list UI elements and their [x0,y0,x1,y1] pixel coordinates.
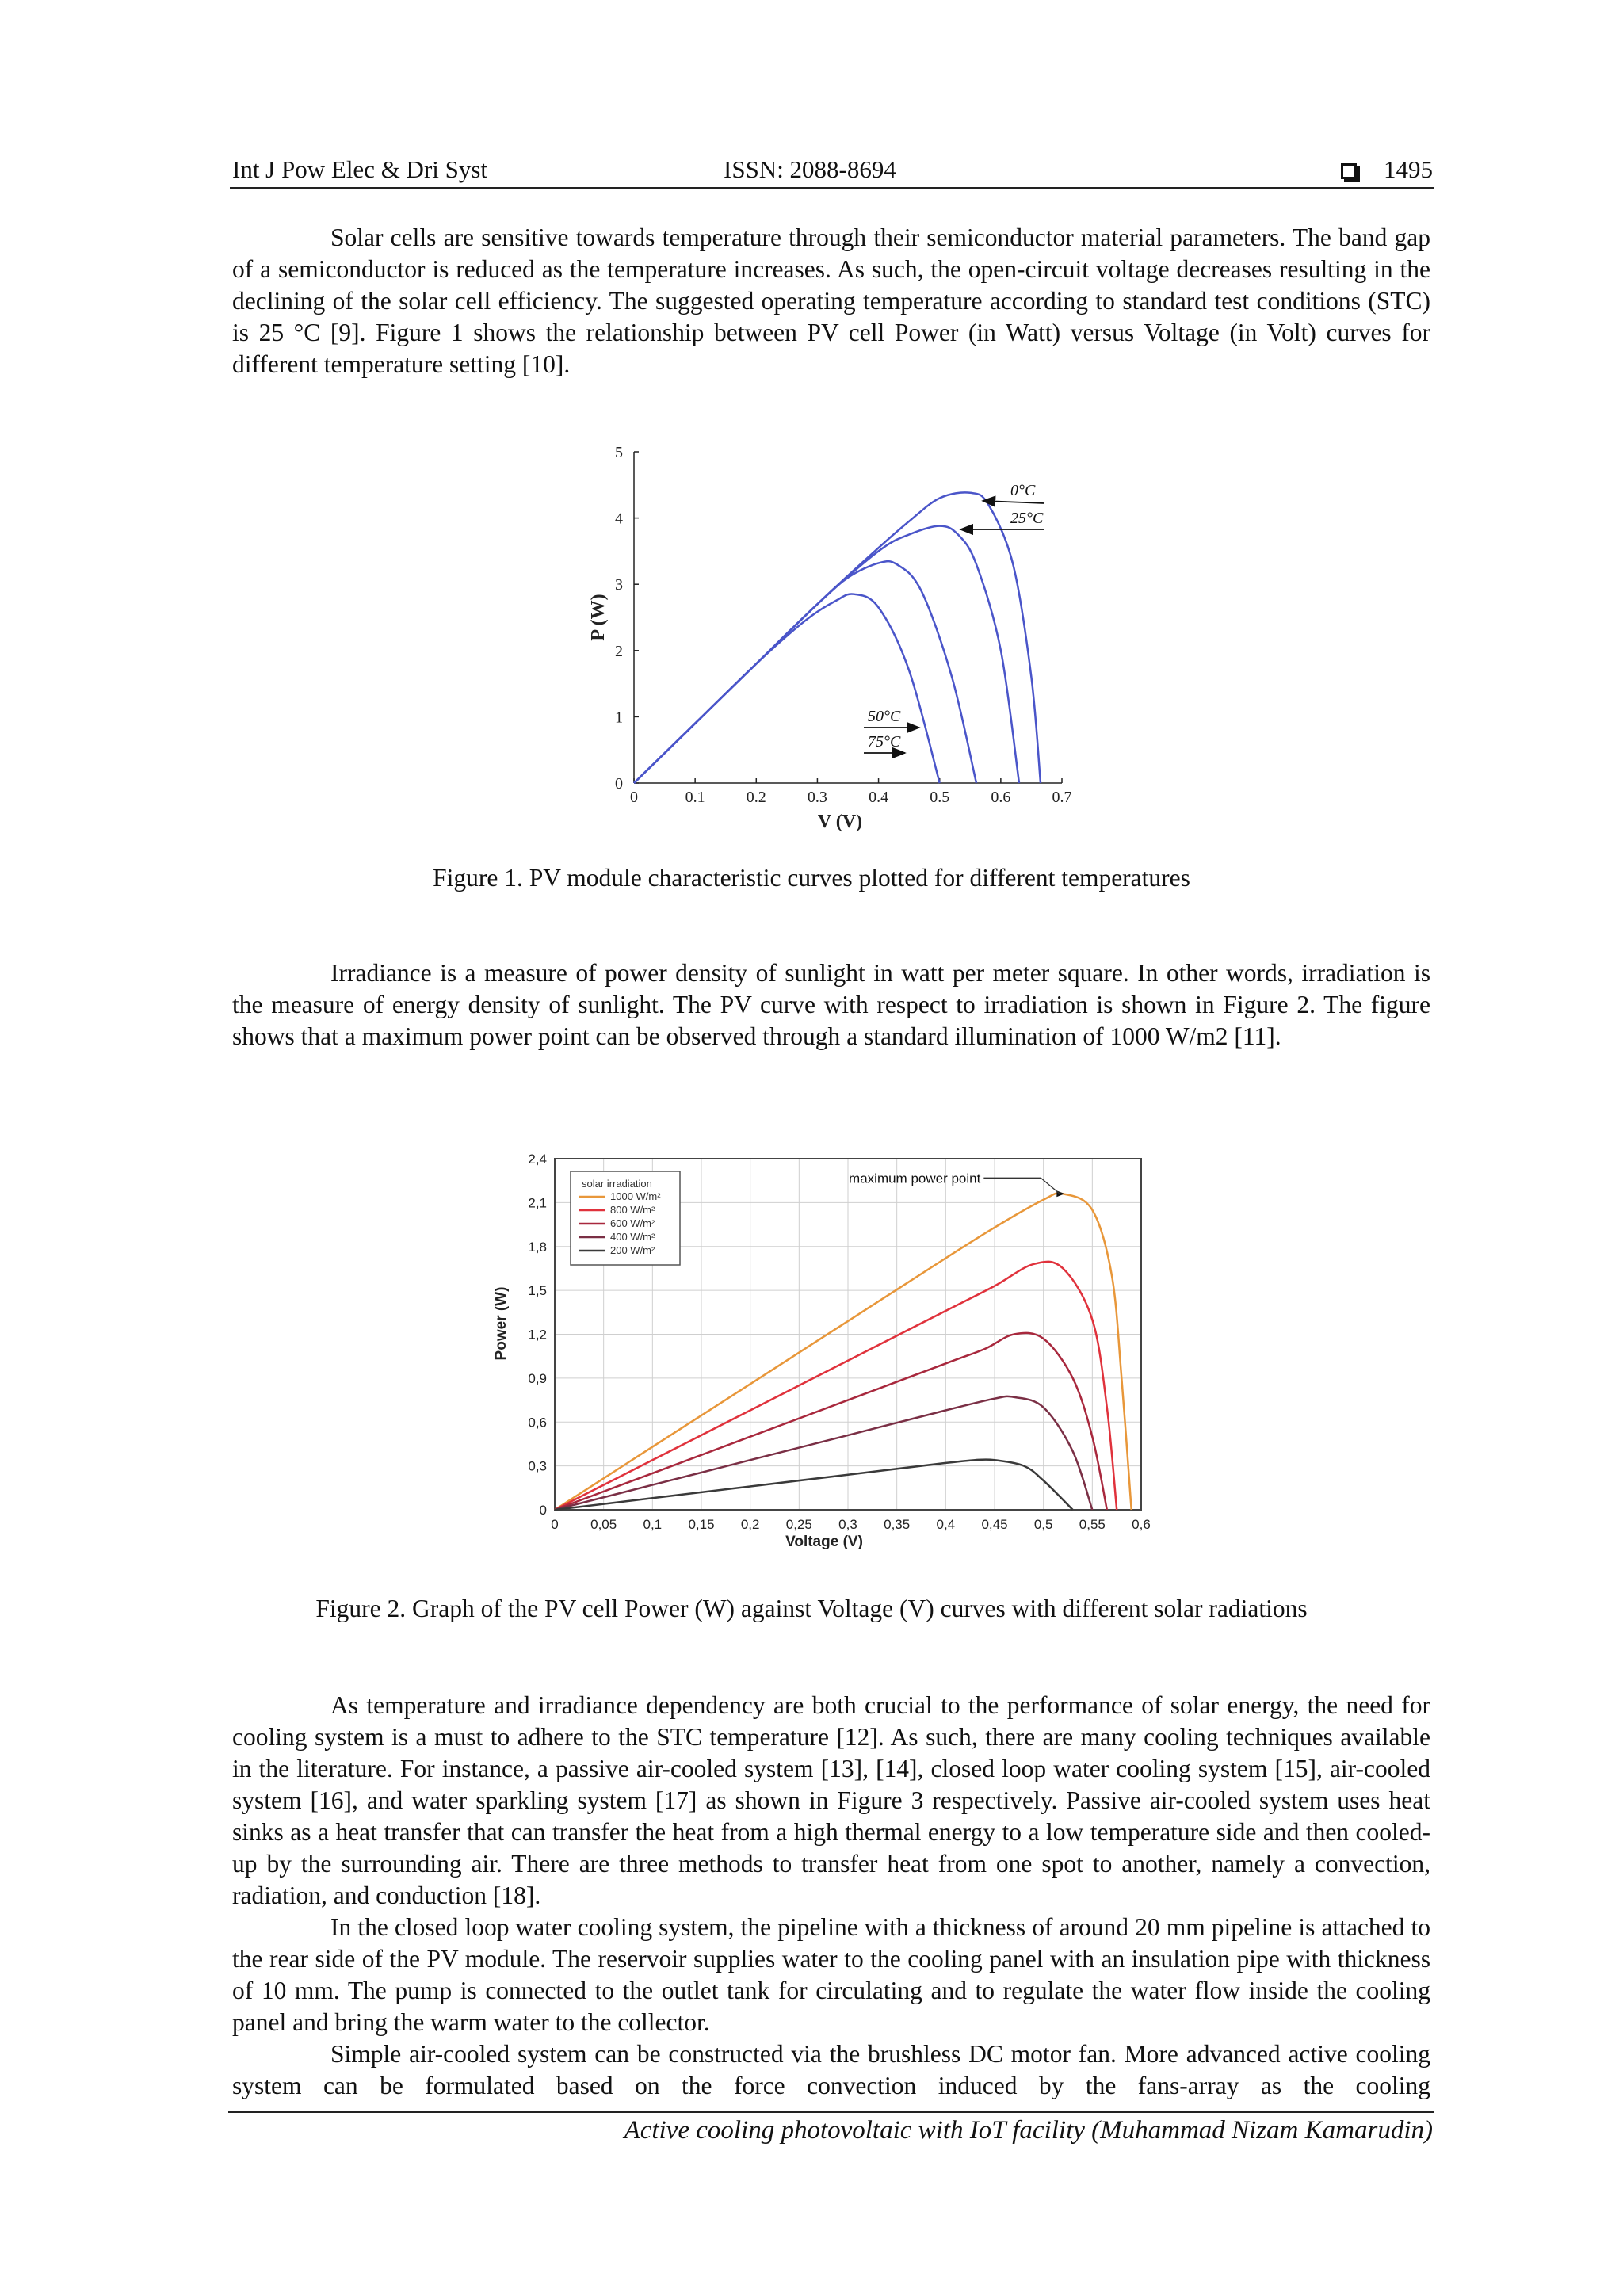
x-axis-label: Voltage (V) [785,1534,863,1550]
x-tick-label: 0.5 [930,789,950,806]
x-tick-label: 0.1 [685,789,705,806]
x-tick-label: 0,15 [688,1517,715,1532]
running-head-page [1341,155,1433,184]
x-tick-label: 0,25 [785,1517,812,1532]
temperature-annotation: 75°C [868,733,901,751]
x-tick-label: 0.6 [991,789,1011,806]
y-tick-label: 5 [615,444,623,461]
y-tick-label: 0 [539,1503,547,1518]
figure-1-chart [555,428,1109,832]
legend-label: 1000 W/m² [610,1190,661,1202]
x-tick-label: 0 [630,789,638,806]
x-tick-label: 0 [551,1517,559,1532]
paragraph-text: Solar cells are sensitive towards temperature through their semiconductor material parameters. The band gap of a semiconductor is reduced as the temperature increases. As such, the open-circuit voltage decreases resulting in the declining of the solar cell efficiency. The suggested operating temperature according to standard test conditions (STC) is 25 °C [9]. Figure 1 shows the relationship between PV cell Power (in Watt) versus Voltage (in Volt) curves for different temperature setting [10]. [232,223,1430,378]
x-tick-label: 0,6 [1132,1517,1151,1532]
x-tick-label: 0,35 [884,1517,911,1532]
footer-rule [228,2111,1434,2113]
y-tick-label: 2,4 [528,1152,547,1167]
x-tick-label: 0.2 [746,789,766,806]
temperature-annotation: 0°C [1010,482,1036,499]
paragraph-text-3: As temperature and irradiance dependency are both crucial to the performance of solar energy, the need for cooling system is a must to adhere to the STC temperature [12]. As such, there are many cooling techniques available in the literature. For instance, a passive air-cooled system [13], [14], closed loop water cooling system [15], air-cooled system [16], and water sparkling system [17] as shown in Figure 3 respectively. Passive air-cooled system uses heat sinks as a heat transfer that can transfer the heat from a high thermal energy to a low temperature side and then cooled-up by the surrounding air. There are three methods to transfer heat from one spot to another, namely a convection, radiation, and conduction [18]. [232,1691,1430,1909]
figure-2-caption: Figure 2. Graph of the PV cell Power (W) against Voltage (V) curves with different solar radiations [315,1595,1308,1622]
legend-label: 600 W/m² [610,1217,655,1229]
y-axis-label: Power (W) [493,1286,510,1361]
running-footer: Active cooling photovoltaic with IoT facility (Muhammad Nizam Kamarudin) [624,2116,1433,2145]
x-tick-label: 0,3 [838,1517,857,1532]
y-tick-label: 0,3 [528,1458,547,1474]
temperature-annotation: 25°C [1010,510,1044,527]
y-tick-label: 2 [615,642,623,660]
curve-0c [634,492,1041,783]
curve-25c [634,526,1019,783]
body-paragraphs-3-5 [232,1690,1430,2102]
paragraph-text-5: Simple air-cooled system can be constructed via the brushless DC motor fan. More advanced active cooling system can be formulated based on the force convection induced by the fans-array as the cooling [232,2040,1430,2099]
y-tick-label: 2,1 [528,1195,547,1211]
y-tick-label: 1,2 [528,1327,547,1343]
page-number: 1495 [1384,155,1433,183]
temperature-annotation: 50°C [868,708,901,725]
x-tick-label: 0.3 [807,789,827,806]
figure-2-chart [491,1141,1157,1569]
mpp-annotation: maximum power point [849,1171,981,1186]
y-tick-label: 0,6 [528,1415,547,1431]
figure-1-caption: Figure 1. PV module characteristic curves plotted for different temperatures [433,864,1190,892]
body-paragraph-2 [232,957,1430,1052]
x-tick-label: 0,2 [740,1517,760,1532]
y-tick-label: 3 [615,576,623,594]
x-tick-label: 0,1 [643,1517,663,1532]
x-tick-label: 0,05 [590,1517,617,1532]
y-tick-label: 0 [615,775,623,793]
x-tick-label: 0,55 [1079,1517,1106,1532]
x-tick-label: 0,5 [1033,1517,1053,1532]
y-axis-label: P (W) [588,594,609,641]
legend-label: 200 W/m² [610,1244,655,1256]
x-tick-label: 0.4 [869,789,889,806]
header-rule [230,187,1434,189]
y-tick-label: 1 [615,709,623,727]
paragraph-text-4: In the closed loop water cooling system, the pipeline with a thickness of around 20 mm pipeline is attached to the rear side of the PV module. The reservoir supplies water to the cooling panel with an insulation pipe with thickness of 10 mm. The pump is connected to the outlet tank for circulating and to regulate the water flow inside the cooling panel and bring the warm water to the collector. [232,1913,1430,2036]
x-tick-label: 0,45 [981,1517,1008,1532]
legend-label: 400 W/m² [610,1231,655,1243]
x-tick-label: 0,4 [936,1517,956,1532]
legend-title: solar irradiation [582,1178,652,1190]
running-head-journal: Int J Pow Elec & Dri Syst [232,155,488,183]
y-tick-label: 1,8 [528,1239,547,1255]
annotation-arrow [983,501,1044,503]
running-head-issn: ISSN: 2088-8694 [724,155,896,183]
y-tick-label: 1,5 [528,1283,547,1299]
curve-75c [634,594,940,783]
legend-label: 800 W/m² [610,1204,655,1216]
x-tick-label: 0.7 [1052,789,1072,806]
y-tick-label: 0,9 [528,1370,547,1386]
square-bullet-icon [1341,163,1357,179]
y-tick-label: 4 [615,510,623,528]
curve-50c [634,561,976,783]
body-paragraph-1 [232,222,1430,380]
paragraph-text: Irradiance is a measure of power density of sunlight in watt per meter square. In other words, irradiation is the measure of energy density of sunlight. The PV curve with respect to irradiation is shown in Figure 2. The figure shows that a maximum power point can be observed through a standard illumination of 1000 W/m2 [11]. [232,959,1430,1050]
x-axis-label: V (V) [817,812,863,832]
